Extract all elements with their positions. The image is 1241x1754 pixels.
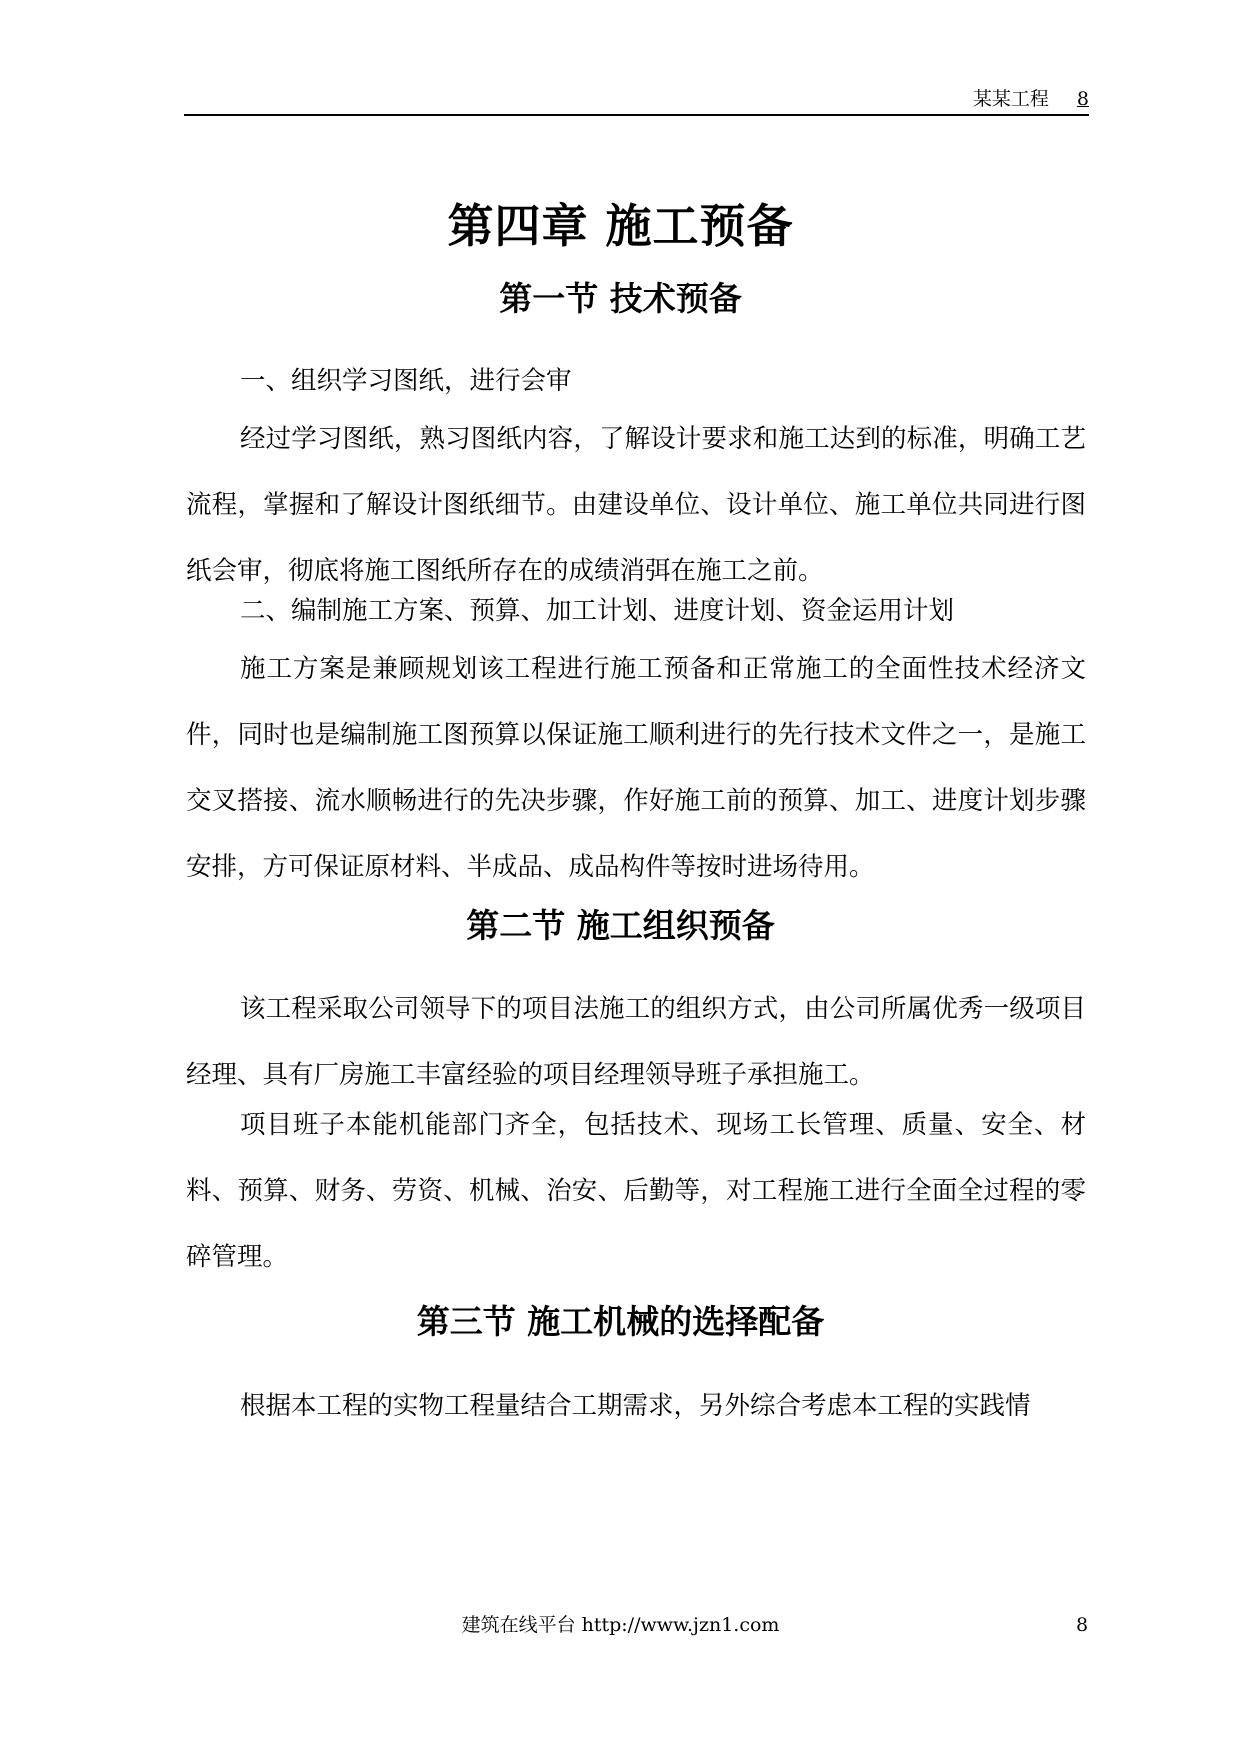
footer-text: 建筑在线平台 http://www.jzn1.com	[461, 1614, 780, 1636]
paragraph: 施工方案是兼顾规划该工程进行施工预备和正常施工的全面性技术经济文件，同时也是编制施工图预算以保证施工顺利进行的先行技术文件之一，是施工交叉搭接、流水顺畅进行的先决步骤，作好施工前的预算、加工、进度计划步骤安排，方可保证原材料、半成品、成品构件等按时进场待用。	[186, 654, 1086, 882]
paragraph: 项目班子本能机能部门齐全，包括技术、现场工长管理、质量、安全、材料、预算、财务、劳资、机械、治安、后勤等，对工程施工进行全面全过程的零碎管理。	[186, 1110, 1086, 1272]
header-rule	[184, 114, 1089, 116]
paragraph: 根据本工程的实物工程量结合工期需求，另外综合考虑本工程的实践情	[240, 1391, 1031, 1421]
footer-page-number: 8	[1076, 1614, 1089, 1636]
header-text	[973, 86, 1089, 112]
section-title-machinery-selection: 第三节 施工机械的选择配备	[416, 1302, 825, 1341]
chapter-title: 第四章 施工预备	[447, 199, 794, 253]
paragraph: 该工程采取公司领导下的项目法施工的组织方式，由公司所属优秀一级项目经理、具有厂房施工丰富经验的项目经理领导班子承担施工。	[186, 994, 1086, 1090]
paragraph: 二、编制施工方案、预算、加工计划、进度计划、资金运用计划	[240, 596, 955, 626]
header-page-number: 8	[1076, 88, 1089, 110]
header-title: 某某工程	[972, 88, 1049, 110]
section-title-organization-preparation: 第二节 施工组织预备	[466, 906, 775, 945]
page-header	[184, 86, 1089, 116]
paragraph: 经过学习图纸，熟习图纸内容，了解设计要求和施工达到的标准，明确工艺流程，掌握和了解设计图纸细节。由建设单位、设计单位、施工单位共同进行图纸会审，彻底将施工图纸所存在的成绩消弭在施工之前。	[186, 424, 1086, 586]
paragraph: 一、组织学习图纸，进行会审	[240, 366, 572, 396]
section-title-technical-preparation: 第一节 技术预备	[499, 279, 742, 318]
